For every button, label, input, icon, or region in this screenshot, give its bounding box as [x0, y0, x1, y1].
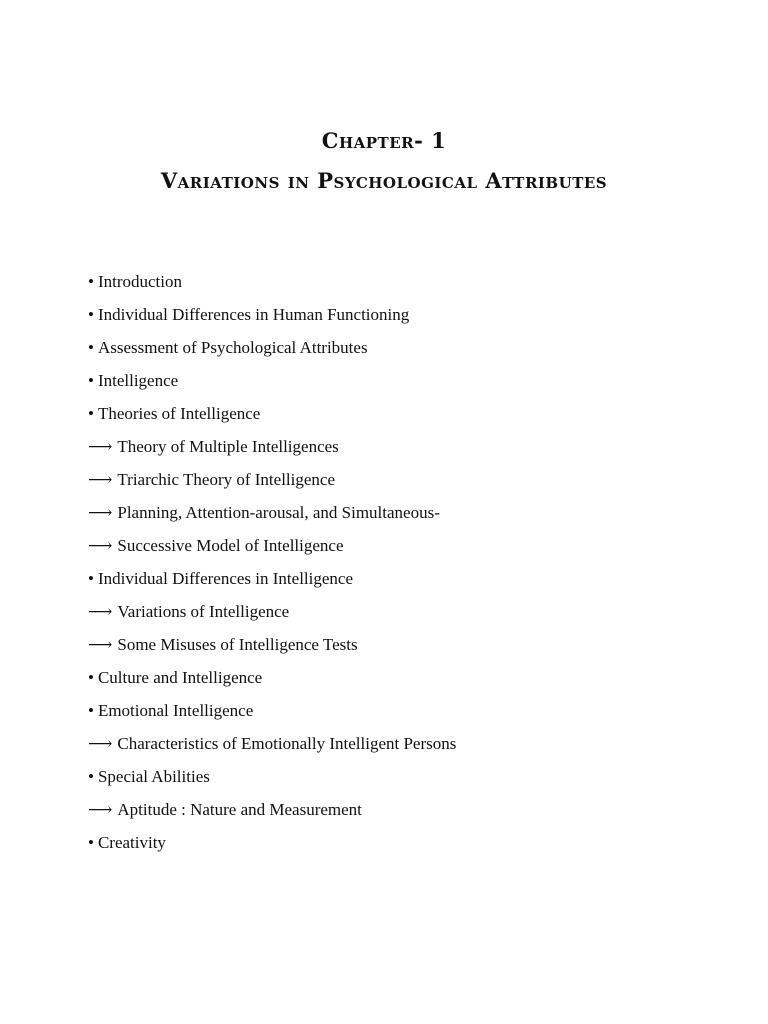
toc-item [88, 501, 456, 534]
toc-item [88, 270, 456, 303]
bullet-marker: • [88, 767, 94, 786]
arrow-marker: ⟶ [88, 800, 113, 819]
arrow-marker: ⟶ [88, 536, 113, 555]
toc-item [88, 765, 456, 798]
toc-item-text: Individual Differences in Human Functioning [97, 305, 410, 324]
toc-item [88, 435, 456, 468]
toc-item-text: Special Abilities [97, 767, 210, 786]
bullet-marker: • [88, 272, 94, 291]
bullet-marker: • [88, 371, 94, 390]
toc-item [88, 831, 456, 864]
bullet-marker: • [88, 338, 94, 357]
arrow-marker: ⟶ [88, 503, 113, 522]
bullet-marker: • [88, 668, 94, 687]
toc-item [88, 468, 456, 501]
arrow-marker: ⟶ [88, 635, 113, 654]
toc-item-text: Theories of Intelligence [97, 404, 261, 423]
toc-item-text: Assessment of Psychological Attributes [97, 338, 368, 357]
toc-item [88, 666, 456, 699]
bullet-marker: • [88, 701, 94, 720]
arrow-marker: ⟶ [88, 470, 113, 489]
toc-item [88, 567, 456, 600]
toc-item [88, 633, 456, 666]
toc-item-text: Planning, Attention-arousal, and Simultaneous- [117, 503, 440, 522]
arrow-marker: ⟶ [88, 437, 113, 456]
toc-item-text: Introduction [97, 272, 182, 291]
chapter-number: Chapter- 1 [321, 128, 447, 153]
toc-item [88, 369, 456, 402]
table-of-contents [88, 270, 456, 864]
toc-item-text: Intelligence [97, 371, 179, 390]
bullet-marker: • [88, 305, 94, 324]
toc-item-text: Aptitude : Nature and Measurement [117, 800, 362, 819]
toc-item-text: Emotional Intelligence [97, 701, 254, 720]
toc-item-text: Characteristics of Emotionally Intelligent Persons [117, 734, 457, 753]
bullet-marker: • [88, 569, 94, 588]
toc-item-text: Variations of Intelligence [117, 602, 290, 621]
toc-item [88, 699, 456, 732]
toc-item-text: Creativity [97, 833, 166, 852]
bullet-marker: • [88, 404, 94, 423]
chapter-title: Variations in Psychological Attributes [160, 168, 608, 193]
toc-item-text: Culture and Intelligence [97, 668, 263, 687]
arrow-marker: ⟶ [88, 734, 113, 753]
toc-item-text: Triarchic Theory of Intelligence [117, 470, 335, 489]
toc-item [88, 402, 456, 435]
toc-item [88, 336, 456, 369]
toc-item-text: Some Misuses of Intelligence Tests [117, 635, 358, 654]
toc-item [88, 732, 456, 765]
toc-item [88, 534, 456, 567]
toc-item-text: Individual Differences in Intelligence [97, 569, 354, 588]
arrow-marker: ⟶ [88, 602, 113, 621]
toc-item [88, 600, 456, 633]
toc-item-text: Successive Model of Intelligence [117, 536, 344, 555]
toc-item [88, 798, 456, 831]
bullet-marker: • [88, 833, 94, 852]
toc-item [88, 303, 456, 336]
toc-item-text: Theory of Multiple Intelligences [117, 437, 339, 456]
